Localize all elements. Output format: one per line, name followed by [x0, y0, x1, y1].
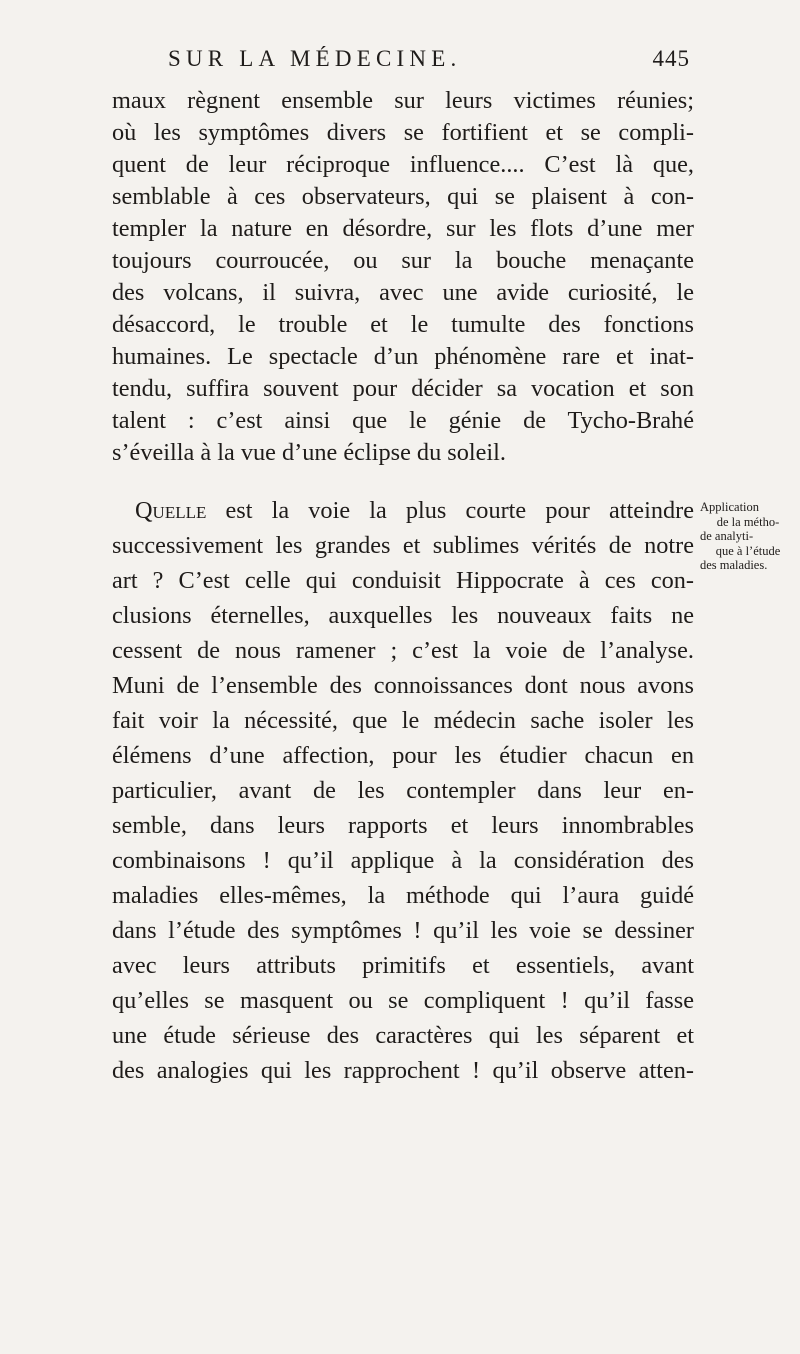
text-line-rest: est la voie la plus courte pour atteindre — [206, 497, 694, 524]
running-title: SUR LA MÉDECINE. — [168, 46, 462, 71]
text-line: successivement les grandes et sublimes vérités de notre — [112, 532, 694, 559]
text-line: s’éveilla à la vue d’une éclipse du soleil. — [112, 439, 507, 466]
text-line: avec leurs attributs primitifs et essentiels, avant — [112, 952, 694, 979]
text-line: où les symptômes divers se fortifient et se compli- — [112, 119, 694, 146]
text-line: qu’elles se masquent ou se compliquent ! qu’il fasse — [112, 987, 694, 1014]
text-line: une étude sérieuse des caractères qui les séparent et — [112, 1022, 694, 1049]
text-line: des volcans, il suivra, avec une avide curiosité, le — [112, 279, 694, 306]
margin-note-line: Application — [700, 500, 760, 514]
text-line: semblable à ces observateurs, qui se plaisent à con- — [112, 183, 694, 210]
text-line: tendu, suffira souvent pour décider sa vocation et son — [112, 375, 694, 402]
text-line: art ? C’est celle qui conduisit Hippocrate à ces con- — [112, 567, 694, 594]
text-line: semble, dans leurs rapports et leurs innombrables — [112, 812, 694, 839]
text-line: fait voir la nécessité, que le médecin sache isoler les — [112, 707, 694, 734]
text-line: particulier, avant de les contempler dans leur en- — [112, 777, 694, 804]
margin-note-line: que à l’étude — [715, 543, 781, 558]
text-line: talent : c’est ainsi que le génie de Tycho-Brahé — [112, 407, 694, 434]
text-line: Muni de l’ensemble des connoissances dont nous avons — [112, 672, 694, 699]
text-line: des analogies qui les rapprochent ! qu’il observe atten- — [112, 1057, 694, 1084]
text-line: désaccord, le trouble et le tumulte des fonctions — [112, 311, 694, 338]
text-line: humaines. Le spectacle d’un phénomène rare et inat- — [112, 343, 694, 370]
text-line: clusions éternelles, auxquelles les nouveaux faits ne — [112, 602, 694, 629]
text-line: maladies elles-mêmes, la méthode qui l’aura guidé — [112, 882, 694, 909]
margin-note — [700, 500, 796, 573]
text-line: maux règnent ensemble sur leurs victimes réunies; — [112, 87, 694, 114]
margin-note-line: de analyti- — [700, 529, 754, 543]
text-line: quent de leur réciproque influence.... C’est là que, — [112, 151, 694, 178]
paragraph-opening-word: Quelle — [135, 497, 207, 524]
text-line: templer la nature en désordre, sur les flots d’une mer — [112, 215, 694, 242]
text-line: dans l’étude des symptômes ! qu’il les voie se dessiner — [112, 917, 694, 944]
margin-note-line: de la métho- — [716, 514, 780, 529]
margin-note-line: des maladies. — [700, 558, 768, 572]
page-number: 445 — [652, 46, 690, 71]
text-line: cessent de nous ramener ; c’est la voie de l’analyse. — [112, 637, 694, 664]
running-head — [168, 46, 690, 80]
text-line: élémens d’une affection, pour les étudier chacun en — [112, 742, 694, 769]
text-line: toujours courroucée, ou sur la bouche menaçante — [112, 247, 694, 274]
text-line: combinaisons ! qu’il applique à la considération des — [112, 847, 694, 874]
text-line-first — [135, 496, 694, 526]
